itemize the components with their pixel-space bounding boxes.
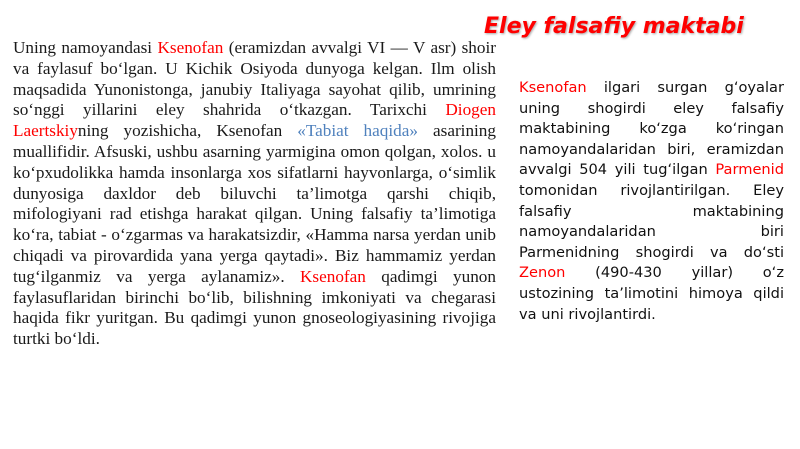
right-text-1: ilgari surgan g‘oyalar uning shogirdi eley falsafiy maktabining ko‘zga ko‘ringan namoyandalaridan biri, eramizdan avvalgi 504 yili tug‘ilgan (519, 79, 784, 179)
highlight-ksenofan-right: Ksenofan (519, 79, 587, 96)
left-text-4: asarining muallifidir. Afsuski, ushbu asarning yarmigina omon qolgan, xolos. u ko‘pxudolikka hamda insonlarga xos sifatlarni hayvonlarga, o‘simlik dunyosiga daxldor deb biluvchi ta’limotga qarshi chiqib, mifologiyani rad etishga harakat qilgan. Uning falsafiy ta’limotiga ko‘ra, tabiat - o‘zgarmas va harakatsizdir, «Hamma narsa yerdan unib chiqadi va pirovardida yana yerga qaytadi». Biz hammamiz yerdan tug‘ilganmiz va yerga aylanamiz». (13, 121, 496, 286)
right-text-3: (490-430 yillar) o‘z ustozining ta’limotini himoya qildi va uni rivojlantirdi. (519, 264, 784, 323)
highlight-diogen-laertskiy: Diogen Laertskiy (13, 100, 496, 141)
slide-title: Eley falsafiy maktabi (484, 14, 744, 39)
highlight-ksenofan: Ksenofan (157, 38, 224, 57)
left-text-5: qadimgi yunon faylasuflaridan birinchi bo‘lib, bilishning imkoniyati va chegarasi haqida fikr yuritgan. Bu qadimgi yunon gnoseologiyasining rivojiga turtki bo‘ldi. (13, 266, 496, 349)
highlight-ksenofan-2: Ksenofan (300, 266, 366, 286)
left-text-3: ning yozishicha, Ksenofan (77, 121, 298, 141)
left-paragraph (13, 38, 496, 350)
left-text-2: (eramizdan avvalgi VI — V asr) shoir va faylasuf bo‘lgan. U Kichik Osiyoda dunyoga kelgan. Ilm olish maqsadida Yunonistonga, janubiy Italiyaga sayohat qilib, umrining so‘nggi yillarini eley shahrida o‘tkazgan. Tarixchi (13, 38, 496, 120)
right-paragraph (519, 78, 784, 325)
highlight-parmenid: Parmenid (715, 161, 784, 179)
left-text-1: Uning namoyandasi (13, 38, 158, 57)
right-text-2: tomonidan rivojlantirilgan. Eley falsafiy maktabining namoyandalaridan biri Parmenidning shogirdi va do‘sti (519, 181, 784, 261)
book-title-tabiat-haqida: «Tabiat haqida» (297, 121, 418, 141)
highlight-zenon: Zenon (519, 264, 566, 282)
